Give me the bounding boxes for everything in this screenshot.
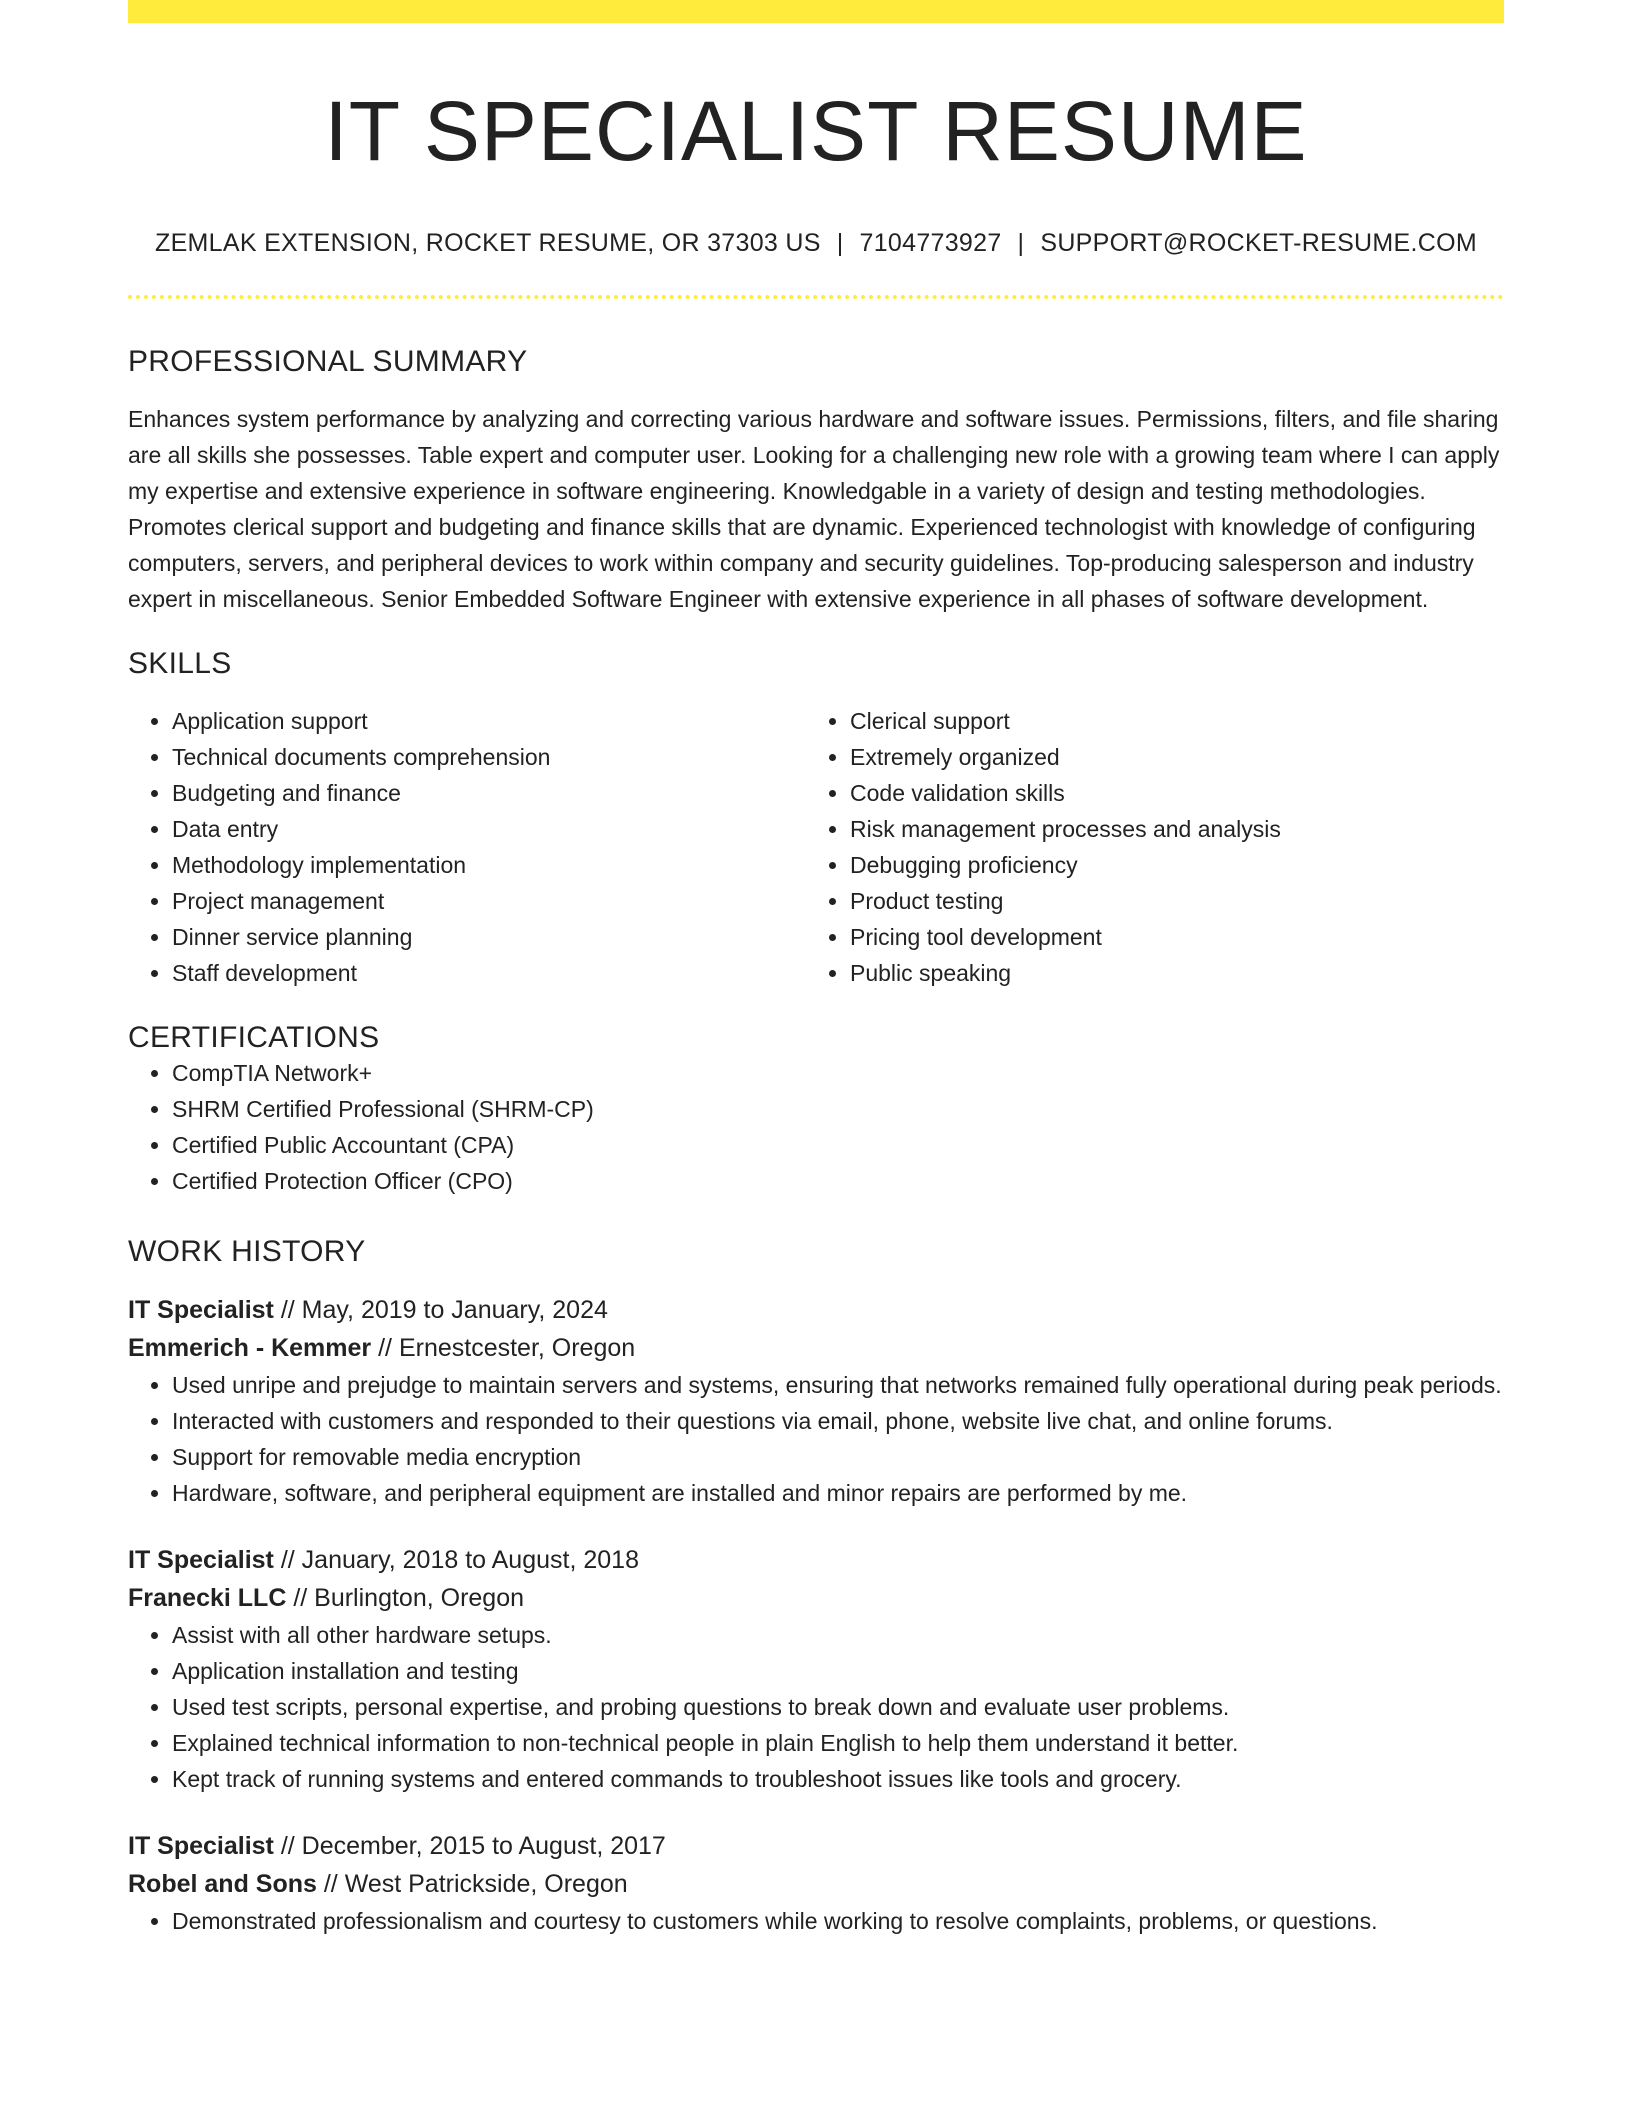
skill-item: • Pricing tool development [850,919,1484,955]
email: SUPPORT@ROCKET-RESUME.COM [1040,229,1477,258]
job-title-line [128,1541,1504,1579]
skill-item: • Data entry [172,811,806,847]
work-history-heading: WORK HISTORY [128,1235,366,1269]
job-bullet: • Application installation and testing [172,1653,1504,1689]
summary-text: Enhances system performance by analyzing and correcting various hardware and software issues. Permissions, filters, and file sharing are all skills she possesses. Table expert and computer user. Looking for a challenging new role with a growing team where I can apply my expertise and extensive experience in software engineering. Knowledgable in a variety of design and testing methodologies. Promotes clerical support and budgeting and finance skills that are dynamic. Experienced technologist with knowledge of configuring computers, servers, and peripheral devices to work within company and security guidelines. Top-producing salesperson and industry expert in miscellaneous. Senior Embedded Software Engineer with extensive experience in all phases of software development. [128,406,1500,613]
job-bullet: • Hardware, software, and peripheral equipment are installed and minor repairs are performed by me. [172,1475,1504,1511]
skills-columns [128,703,1504,991]
skill-item: • Project management [172,883,806,919]
address: ZEMLAK EXTENSION, ROCKET RESUME, OR 37303 US [155,229,821,258]
job-bullets [128,1903,1504,1939]
job-company-line [128,1329,1504,1367]
job-bullet: • Kept track of running systems and entered commands to troubleshoot issues like tools and grocery. [172,1761,1504,1797]
job-bullets [128,1367,1504,1511]
job-title-line [128,1291,1504,1329]
certification-item: • Certified Protection Officer (CPO) [172,1163,1504,1199]
job-dates: // May, 2019 to January, 2024 [273,1296,608,1325]
job-location: // Ernestcester, Oregon [371,1334,636,1363]
summary-heading: PROFESSIONAL SUMMARY [128,345,528,379]
skill-item: • Application support [172,703,806,739]
skill-item: • Staff development [172,955,806,991]
separator: | [1017,229,1025,258]
job-bullet: • Explained technical information to non-technical people in plain English to help them understand it better. [172,1725,1504,1761]
job-location: // West Patrickside, Oregon [316,1870,628,1899]
job-bullet: • Support for removable media encryption [172,1439,1504,1475]
job-company-line [128,1865,1504,1903]
skill-item: • Product testing [850,883,1484,919]
job-company: Robel and Sons [128,1870,317,1899]
certifications-list [128,1055,1504,1199]
skills-right-list [806,703,1484,991]
separator: | [836,229,844,258]
job-title-line [128,1827,1504,1865]
job-bullet: • Assist with all other hardware setups. [172,1617,1504,1653]
job-bullet: • Interacted with customers and responded to their questions via email, phone, website live chat, and online forums. [172,1403,1504,1439]
skill-item: • Methodology implementation [172,847,806,883]
job-dates: // December, 2015 to August, 2017 [273,1832,666,1861]
job-company-line [128,1579,1504,1617]
job-bullet: • Used test scripts, personal expertise, and probing questions to break down and evaluate user problems. [172,1689,1504,1725]
phone: 7104773927 [859,229,1002,258]
dotted-divider [128,295,1504,299]
contact-line [128,229,1504,258]
job-bullet: • Demonstrated professionalism and courtesy to customers while working to resolve complaints, problems, or questions. [172,1903,1504,1939]
skill-item: • Dinner service planning [172,919,806,955]
job-role: IT Specialist [128,1832,274,1861]
skill-item: • Technical documents comprehension [172,739,806,775]
skill-item: • Public speaking [850,955,1484,991]
job-bullet: • Used unripe and prejudge to maintain servers and systems, ensuring that networks remained fully operational during peak periods. [172,1367,1504,1403]
skill-item: • Code validation skills [850,775,1484,811]
certifications-heading: CERTIFICATIONS [128,1021,380,1055]
skill-item: • Extremely organized [850,739,1484,775]
job-company: Emmerich - Kemmer [128,1334,372,1363]
job-company: Franecki LLC [128,1584,287,1613]
job-role: IT Specialist [128,1296,274,1325]
resume-page [128,0,1504,1939]
resume-title: IT SPECIALIST RESUME [324,84,1308,178]
skill-item: • Risk management processes and analysis [850,811,1484,847]
skills-heading: SKILLS [128,647,232,681]
job-bullets [128,1617,1504,1797]
skill-item: • Debugging proficiency [850,847,1484,883]
certification-item: • SHRM Certified Professional (SHRM-CP) [172,1091,1504,1127]
skill-item: • Budgeting and finance [172,775,806,811]
skill-item: • Clerical support [850,703,1484,739]
certification-item: • Certified Public Accountant (CPA) [172,1127,1504,1163]
certification-item: • CompTIA Network+ [172,1055,1504,1091]
skills-left-list [128,703,806,991]
accent-bar [128,0,1504,23]
job-dates: // January, 2018 to August, 2018 [273,1546,639,1575]
job-role: IT Specialist [128,1546,274,1575]
job-location: // Burlington, Oregon [286,1584,525,1613]
